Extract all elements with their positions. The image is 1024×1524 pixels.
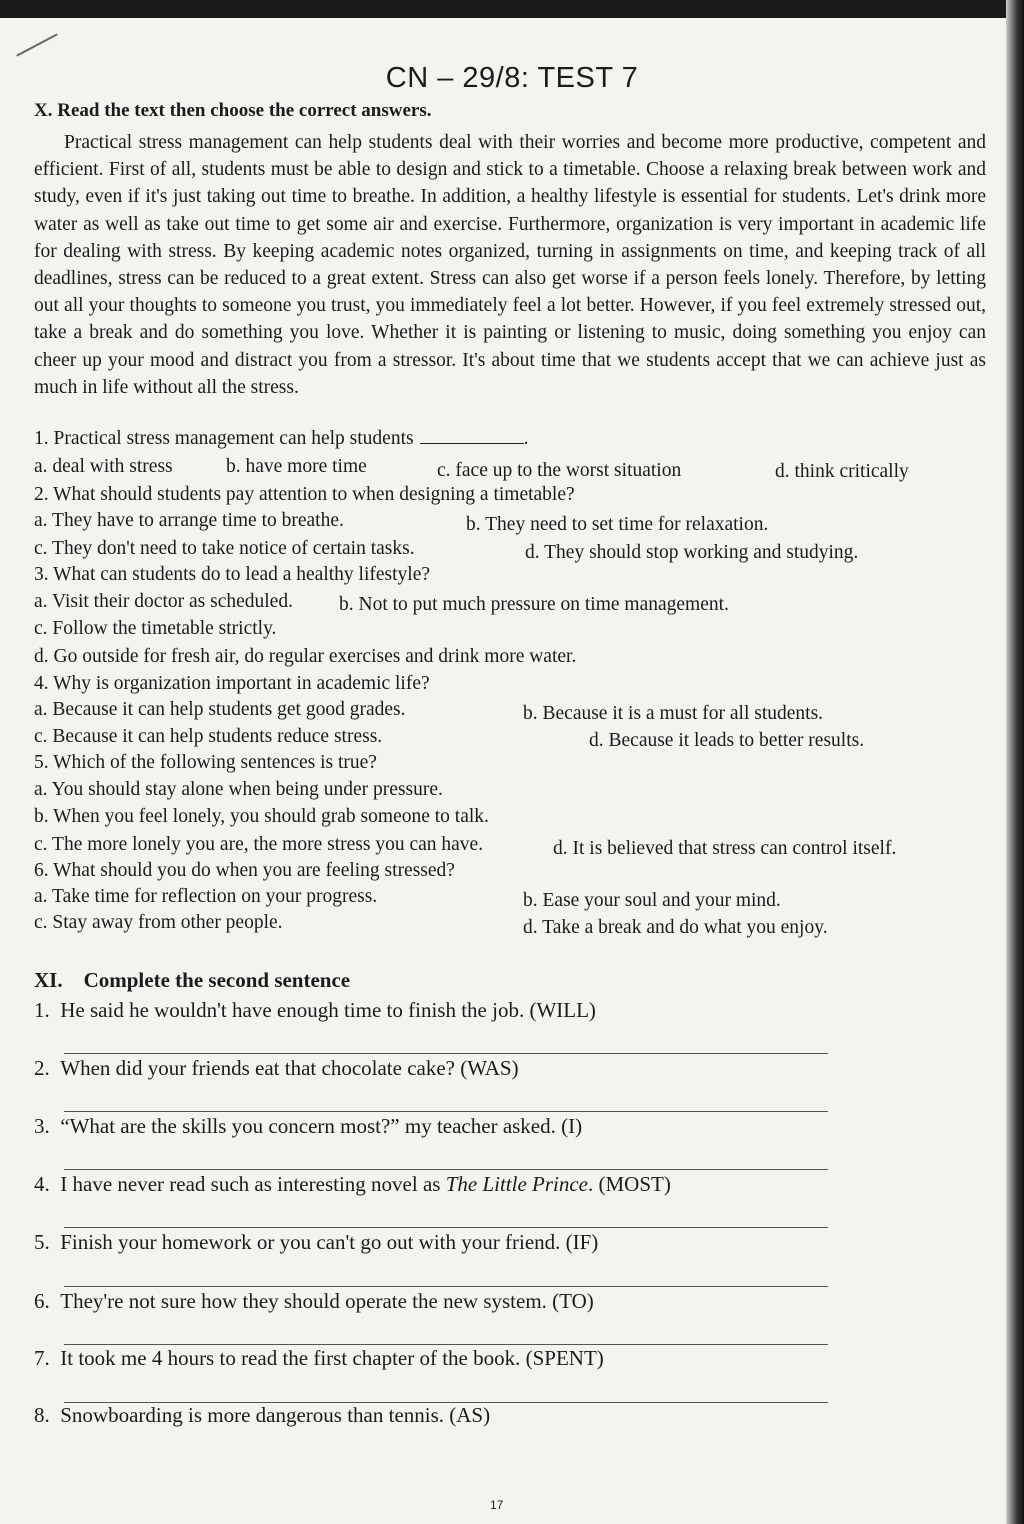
page-edge-shadow	[1006, 0, 1024, 1524]
answer-blank[interactable]	[420, 442, 524, 444]
question-5: 5. Which of the following sentences is true?	[34, 752, 377, 773]
option-2c[interactable]: c. They don't need to take notice of certain tasks.	[34, 538, 415, 559]
reading-passage	[34, 129, 986, 401]
section-xi-heading	[34, 968, 350, 993]
option-3b[interactable]: b. Not to put much pressure on time management.	[339, 594, 729, 615]
option-1b[interactable]: b. have more time	[226, 456, 367, 477]
passage-text: Practical stress management can help students deal with their worries and become more productive, competent and efficient. First of all, students must be able to design and stick to a timetable. Choose a relaxing break between work and study, even if it's just taking out time to breathe. In addition, a healthy lifestyle is essential for students. Let's drink more water as well as take out time to get some air and exercise. Furthermore, organization is very important in academic life for dealing with stress. By keeping academic notes organized, turning in assignments on time, and keeping track of all deadlines, stress can be reduced to a great extent. Stress can also get worse if a person feels lonely. Therefore, by letting out all your thoughts to someone you trust, you immediately feel a lot better. However, if you feel extremely stressed out, take a break and do something you love. Whether it is painting or listening to music, doing something you enjoy can cheer up your mood and distract you from a stressor. It's about time that we students accept that we can achieve just as much in life without all the stress.	[34, 132, 986, 398]
question-text: 1. Practical stress management can help students	[34, 428, 414, 449]
item-text: It took me 4 hours to read the first chapter of the book. (SPENT)	[60, 1346, 604, 1370]
question-2: 2. What should students pay attention to when designing a timetable?	[34, 484, 575, 505]
option-2b[interactable]: b. They need to set time for relaxation.	[466, 514, 769, 535]
option-5b[interactable]: b. When you feel lonely, you should grab someone to talk.	[34, 806, 489, 827]
option-4c[interactable]: c. Because it can help students reduce stress.	[34, 726, 383, 747]
option-3c[interactable]: c. Follow the timetable strictly.	[34, 618, 277, 639]
item-text-before: I have never read such as interesting novel as	[60, 1172, 446, 1196]
item-number: 2.	[34, 1056, 50, 1080]
option-2a[interactable]: a. They have to arrange time to breathe.	[34, 510, 344, 531]
rewrite-item-1	[34, 998, 596, 1023]
rewrite-item-7	[34, 1346, 604, 1371]
item-text: “What are the skills you concern most?” my teacher asked. (I)	[60, 1114, 583, 1138]
item-number: 1.	[34, 998, 50, 1022]
rewrite-item-3	[34, 1114, 582, 1139]
section-xi-title: Complete the second sentence	[83, 968, 351, 992]
option-5d[interactable]: d. It is believed that stress can control itself.	[553, 838, 897, 859]
question-6: 6. What should you do when you are feeling stressed?	[34, 860, 455, 881]
rewrite-item-6	[34, 1289, 594, 1314]
option-1c[interactable]: c. face up to the worst situation	[437, 460, 682, 481]
option-3d[interactable]: d. Go outside for fresh air, do regular exercises and drink more water.	[34, 646, 577, 667]
item-number: 4.	[34, 1172, 50, 1196]
option-1a[interactable]: a. deal with stress	[34, 456, 173, 477]
item-text: Finish your homework or you can't go out with your friend. (IF)	[60, 1230, 599, 1254]
item-text: He said he wouldn't have enough time to finish the job. (WILL)	[60, 998, 596, 1022]
option-4b[interactable]: b. Because it is a must for all students.	[523, 703, 824, 724]
option-6b[interactable]: b. Ease your soul and your mind.	[523, 890, 781, 911]
item-number: 7.	[34, 1346, 50, 1370]
answer-line-6[interactable]	[64, 1344, 828, 1345]
rewrite-item-4	[34, 1172, 671, 1197]
answer-line-4[interactable]	[64, 1227, 828, 1228]
option-4d[interactable]: d. Because it leads to better results.	[589, 730, 865, 751]
question-4: 4. Why is organization important in academic life?	[34, 673, 430, 694]
rewrite-item-5	[34, 1230, 598, 1255]
option-6c[interactable]: c. Stay away from other people.	[34, 912, 283, 933]
rewrite-item-8	[34, 1403, 490, 1428]
rewrite-item-2	[34, 1056, 519, 1081]
question-3: 3. What can students do to lead a healthy lifestyle?	[34, 564, 431, 585]
item-number: 3.	[34, 1114, 50, 1138]
option-5a[interactable]: a. You should stay alone when being under pressure.	[34, 779, 443, 800]
item-text: They're not sure how they should operate the new system. (TO)	[60, 1289, 594, 1313]
option-4a[interactable]: a. Because it can help students get good grades.	[34, 699, 406, 720]
page-number: 17	[490, 1498, 504, 1512]
item-text-after: . (MOST)	[588, 1172, 671, 1196]
answer-line-5[interactable]	[64, 1286, 828, 1287]
item-number: 6.	[34, 1289, 50, 1313]
test-title: CN – 29/8: TEST 7	[385, 62, 639, 94]
item-text: Snowboarding is more dangerous than tennis. (AS)	[60, 1403, 491, 1427]
option-2d[interactable]: d. They should stop working and studying.	[525, 542, 859, 563]
option-5c[interactable]: c. The more lonely you are, the more stress you can have.	[34, 834, 484, 855]
answer-line-2[interactable]	[64, 1111, 828, 1112]
option-3a[interactable]: a. Visit their doctor as scheduled.	[34, 591, 293, 612]
option-1d[interactable]: d. think critically	[775, 461, 909, 482]
section-x-heading: X. Read the text then choose the correct answers.	[34, 100, 432, 121]
option-6a[interactable]: a. Take time for reflection on your progress.	[34, 886, 378, 907]
item-number: 5.	[34, 1230, 50, 1254]
answer-line-1[interactable]	[64, 1053, 828, 1054]
answer-line-3[interactable]	[64, 1169, 828, 1170]
item-number: 8.	[34, 1403, 50, 1427]
item-text: When did your friends eat that chocolate cake? (WAS)	[60, 1056, 519, 1080]
book-title: The Little Prince	[445, 1172, 589, 1196]
option-6d[interactable]: d. Take a break and do what you enjoy.	[523, 917, 828, 938]
section-xi-numeral: XI.	[34, 968, 63, 992]
question-1: 1. Practical stress management can help students .	[34, 428, 529, 449]
